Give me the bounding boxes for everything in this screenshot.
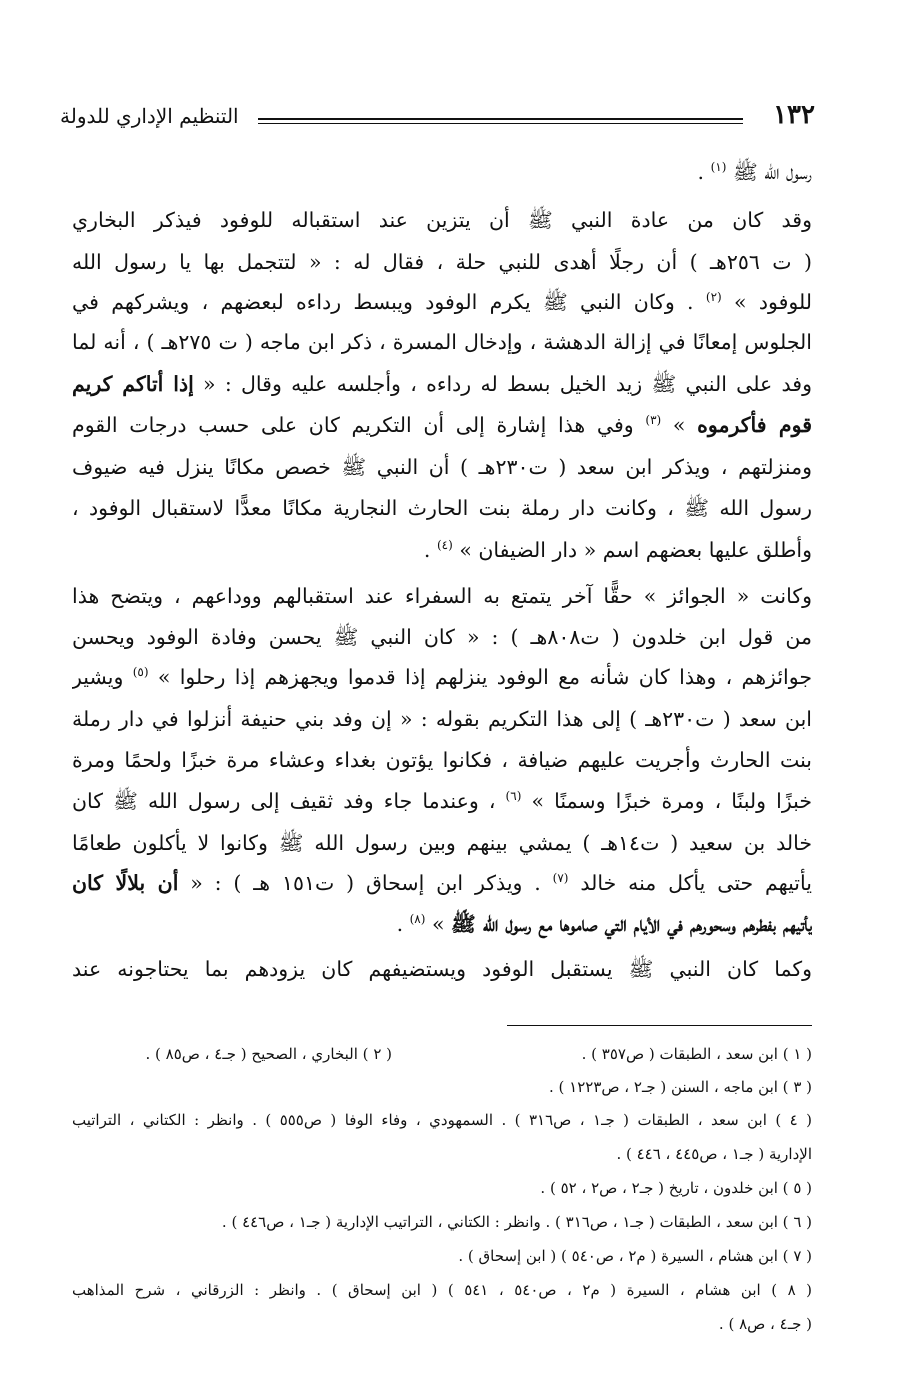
body-line — [72, 445, 812, 489]
header-rule — [258, 118, 743, 120]
footnote-ref: (٧) — [552, 871, 569, 886]
footnote-ref: (٣) — [645, 413, 662, 428]
body-line — [72, 403, 812, 447]
footnote-3: ( ٣ ) ابن ماجه ، السنن ( جـ٢ ، ص١٢٢٣ ) . — [549, 1078, 812, 1096]
text-run: وفد على النبي ﷺ زيد الخيل بسط له رداءه ، وأجلسه عليه وقال : « — [193, 372, 812, 396]
footnote-7: ( ٧ ) ابن هشام ، السيرة ( م٢ ، ص٥٤٠ ) ( ابن إسحاق ) . — [458, 1247, 812, 1265]
text-run: . — [396, 912, 410, 936]
body-line — [72, 655, 812, 699]
body-line — [72, 240, 812, 284]
body-line — [72, 697, 812, 741]
text-run: للوفود » — [721, 290, 812, 314]
text-run: وكانت « الجوائز » حقًّا آخر يتمتع به السفراء عند استقبالهم ووداعهم ، ويتضح هذا — [72, 584, 812, 608]
body-line — [72, 280, 812, 324]
body-line — [72, 198, 812, 242]
footnote-8-line2: ( جـ٤ ، ص٨ ) . — [718, 1315, 812, 1333]
body-line — [72, 861, 812, 905]
footnote-ref: (٤) — [436, 538, 453, 553]
body-line — [72, 486, 812, 530]
text-run: ( ت ٢٥٦هـ ) أن رجلًا أهدى للنبي حلة ، فقال له : « لتتجمل بها يا رسول الله — [72, 250, 812, 274]
footnote-ref: (١) — [710, 160, 727, 175]
text-run: بنت الحارث وأجريت عليهم ضيافة ، فكانوا يؤتون بغداء وعشاء مرة خبزًا ولحمًا ومرة — [72, 748, 812, 772]
body-line — [72, 821, 812, 865]
header-rule-thin — [258, 123, 743, 124]
body-line — [72, 615, 812, 659]
body-line — [72, 902, 812, 946]
page-header — [60, 100, 815, 140]
text-run: ومنزلتهم ، ويذكر ابن سعد ( ت٢٣٠هـ ) أن النبي ﷺ خصص مكانًا ينزل فيه ضيوف — [72, 455, 812, 479]
bold-quote: يأتيهم بفطرهم وسحورهم في الأيام التي صاموها مع رسول الله ﷺ — [451, 912, 812, 936]
page-number: ١٣٢ — [773, 100, 815, 130]
text-run: » — [661, 413, 698, 437]
bold-quote: أن بلالًا كان — [72, 871, 179, 895]
footnote-ref: (٥) — [132, 665, 149, 680]
text-run: خالد بن سعيد ( ت١٤هـ ) يمشي بينهم وبين رسول الله ﷺ وكانوا لا يأكلون طعامًا — [72, 831, 812, 855]
text-run: . وكان النبي ﷺ يكرم الوفود ويبسط رداءه لبعضهم ، ويشركهم في — [72, 290, 706, 314]
text-run: ، وعندما جاء وفد ثقيف إلى رسول الله ﷺ كان — [72, 789, 506, 813]
body-line — [72, 320, 812, 364]
text-run: » — [425, 912, 452, 936]
body-line — [72, 574, 812, 618]
text-run: جوائزهم ، وهذا كان شأنه مع الوفود ينزلهم إذا قدموا ويجهزهم إذا رحلوا » — [148, 665, 812, 689]
footnote-2: ( ٢ ) البخاري ، الصحيح ( جـ٤ ، ص٨٥ ) . — [145, 1045, 392, 1063]
footnote-6: ( ٦ ) ابن سعد ، الطبقات ( جـ١ ، ص٣١٦ ) . وانظر : الكتاني ، التراتيب الإدارية ( جـ١ ، ص٤٤٦ ) . — [221, 1213, 812, 1231]
text-run: وفي هذا إشارة إلى أن التكريم كان على حسب درجات القوم — [72, 413, 646, 437]
text-run: يأتيهم حتى يأكل منه خالد — [568, 871, 812, 895]
text-run: ابن سعد ( ت٢٣٠هـ ) إلى هذا التكريم بقوله : « إن وفد بني حنيفة أنزلوا في دار رملة — [72, 707, 812, 731]
bold-quote: إذا أتاكم كريم — [72, 372, 194, 396]
text-run: وقد كان من عادة النبي ﷺ أن يتزين عند استقباله للوفود فيذكر البخاري — [72, 208, 812, 232]
footnote-5: ( ٥ ) ابن خلدون ، تاريخ ( جـ٢ ، ص٢ ، ٥٢ ) . — [540, 1179, 812, 1197]
text-run: ويشير — [72, 665, 133, 689]
body-line — [72, 738, 812, 782]
text-run: رسول الله ﷺ ، وكانت دار رملة بنت الحارث النجارية مكانًا معدًّا لاستقبال الوفود ، — [72, 496, 812, 520]
footnote-ref: (٢) — [705, 290, 722, 305]
body-line — [72, 947, 812, 991]
footnote-ref: (٨) — [409, 912, 426, 927]
text-run: . — [423, 538, 437, 562]
text-run: من قول ابن خلدون ( ت٨٠٨هـ ) : « كان النبي ﷺ يحسن وفادة الوفود ويحسن — [72, 625, 812, 649]
text-run: . — [697, 160, 711, 184]
footnote-4-line2: الإدارية ( جـ١ ، ص٤٤٥ ، ٤٤٦ ) . — [616, 1145, 812, 1163]
text-run: الجلوس إمعانًا في إزالة الدهشة ، وإدخال المسرة ، ذكر ابن ماجه ( ت ٢٧٥هـ ) ، أنه لما — [72, 330, 812, 354]
running-title: التنظيم الإداري للدولة — [60, 104, 239, 128]
body-line — [72, 362, 812, 406]
footnote-4-line1: ( ٤ ) ابن سعد ، الطبقات ( جـ١ ، ص٣١٦ ) . السمهودي ، وفاء الوفا ( ص٥٥٥ ) . وانظر : الكتاني ، التراتيب — [72, 1111, 812, 1129]
footnote-ref: (٦) — [505, 789, 522, 804]
body-line — [72, 779, 812, 823]
text-run: رسول الله ﷺ — [726, 160, 812, 184]
body-line — [72, 150, 812, 194]
footnote-separator — [507, 1025, 812, 1026]
body-line — [72, 528, 812, 572]
text-run: وكما كان النبي ﷺ يستقبل الوفود ويستضيفهم كان يزودهم بما يحتاجونه عند — [72, 957, 812, 981]
footnote-8-line1: ( ٨ ) ابن هشام ، السيرة ( م٢ ، ص٥٤٠ ، ٥٤١ ) ( ابن إسحاق ) . وانظر : الزرقاني ، شرح المذاهب — [72, 1281, 812, 1299]
footnote-1: ( ١ ) ابن سعد ، الطبقات ( ص٣٥٧ ) . — [581, 1045, 812, 1063]
bold-quote: قوم فأكرموه — [697, 413, 812, 437]
text-run: . ويذكر ابن إسحاق ( ت١٥١ هـ ) : « — [178, 871, 553, 895]
text-run: خبزًا ولبنًا ، ومرة خبزًا وسمنًا » — [521, 789, 812, 813]
text-run: وأطلق عليها بعضهم اسم « دار الضيفان » — [452, 538, 812, 562]
